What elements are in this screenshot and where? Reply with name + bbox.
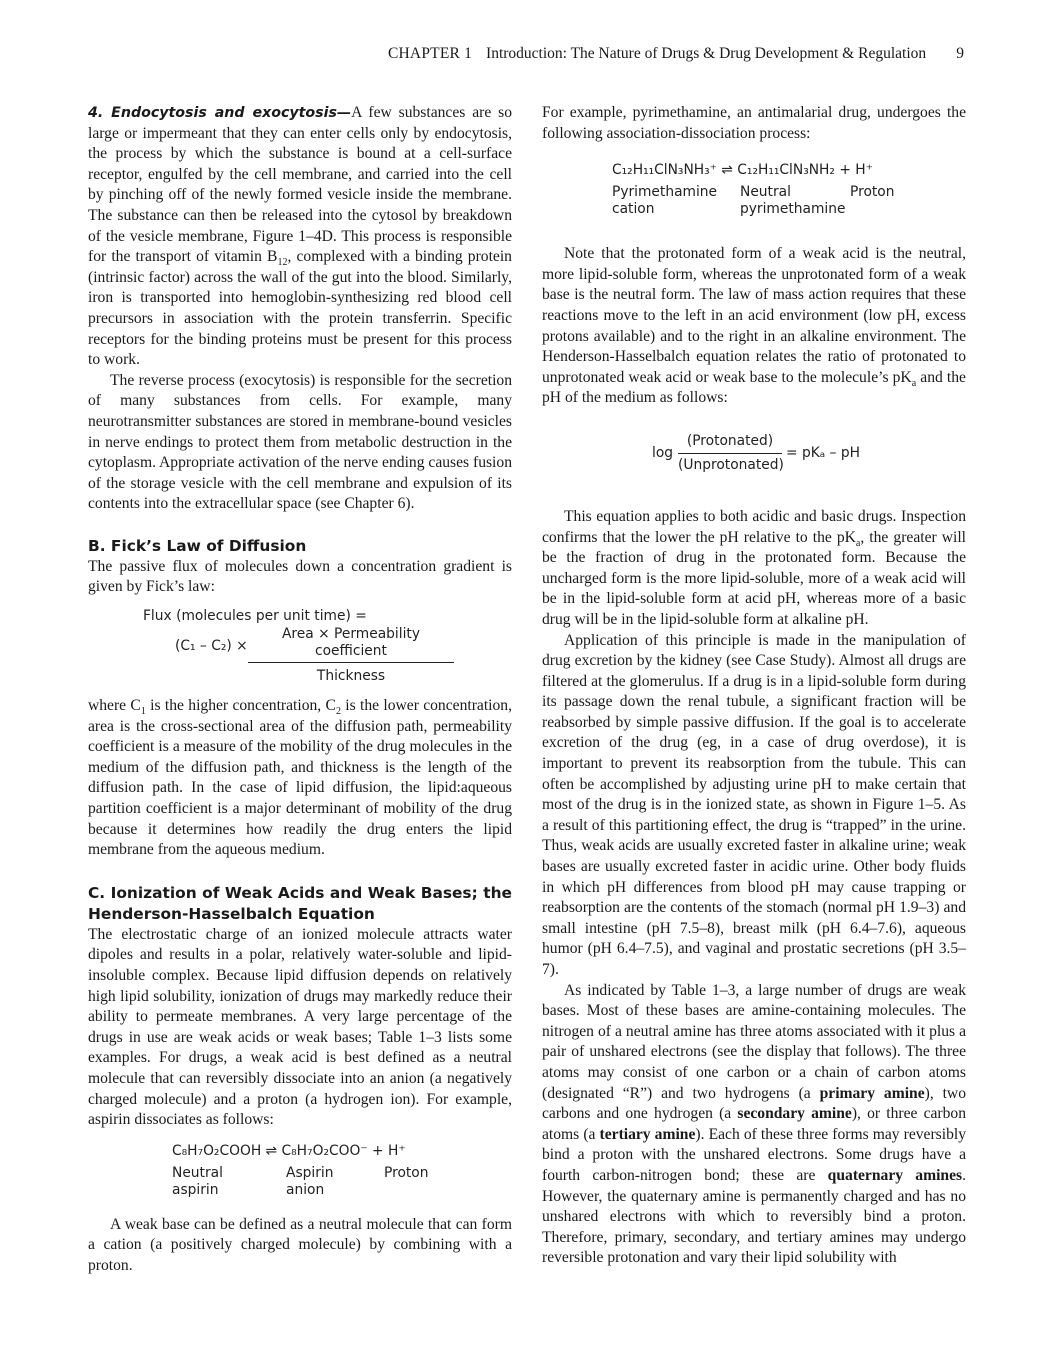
note-paragraph: Note that the protonated form of a weak acid is the neutral, more lipid-soluble form, whereas the unprotonated form of a weak base is the neutral form. The law of mass action requires that these reactions move to the left in an acid environment (low pH, excess protons available) and to the right in an alkaline environment. The Henderson-Hasselbalch equation relates the ratio of protonated to unprotonated weak acid or weak base to the molecule’s $pK_a$ and the pH of the medium as follows: bbox=[542, 245, 966, 407]
fick-heading: B. Fick’s Law of Diffusion bbox=[88, 536, 307, 555]
page-number: 9 bbox=[956, 45, 964, 62]
fick-eq-numerator: Area × Permeability coefficient bbox=[248, 626, 454, 663]
endocytosis-heading: 4. Endocytosis and exocytosis— bbox=[88, 105, 352, 121]
aspirin-equation bbox=[88, 1143, 512, 1201]
term-tertiary-amine: tertiary amine bbox=[599, 1125, 696, 1143]
exocytosis-paragraph: The reverse process (exocytosis) is responsible for the secretion of many substances from cells. For example, many neurotransmitter substances are stored in membrane-bound vesicles in nerve endings to protect them from metabolic destruction in the cytoplasm. Appropriate activation of the nerve ending causes fusion of the storage vesicle with the cell membrane and expulsion of its contents into the extracellular space (see Chapter 6). bbox=[88, 371, 512, 513]
term-secondary-amine: secondary amine bbox=[737, 1105, 852, 1123]
aspirin-label-neutral: Neutral aspirin bbox=[172, 1164, 223, 1198]
pyrimethamine-equation bbox=[542, 162, 966, 220]
weak-base-paragraph: A weak base can be defined as a neutral molecule that can form a cation (a positively charged molecule) by combining with a proton. bbox=[88, 1215, 512, 1274]
chapter-title: Introduction: The Nature of Drugs & Drug Development & Regulation bbox=[486, 45, 927, 62]
ionization-paragraph: The electrostatic charge of an ionized molecule attracts water dipoles and results in a polar, relatively water-soluble and lipid-insoluble complex. Because lipid diffusion depends on relatively high lipid solubility, ionization of drugs may markedly reduce their ability to permeate membranes. A very large percentage of the drugs in use are weak acids or weak bases; Table 1–3 lists some examples. For drugs, a weak acid is best defined as a neutral molecule that can reversibly dissociate into an anion (a negatively charged molecule) and a proton (a hydrogen ion). For example, aspirin dissociates as follows: bbox=[88, 925, 512, 1129]
left-column bbox=[88, 103, 512, 1277]
pyrimethamine-intro: For example, pyrimethamine, an antimalarial drug, undergoes the following association-dissociation process: bbox=[542, 104, 966, 142]
hh-numerator: (Protonated) bbox=[678, 433, 782, 454]
running-head bbox=[388, 45, 968, 67]
amine-paragraph: As indicated by Table 1–3, a large number of drugs are weak bases. Most of these bases are amine-containing molecules. The nitrogen of a neutral amine has three atoms associated with it plus a pair of unshared electrons (see the display that follows). The three atoms may consist of one carbon or a chain of carbon atoms (designated “R”) and two hydrogens (a primary amine), two carbons and one hydrogen (a secondary amine), or three carbon atoms (a tertiary amine). Each of these three forms may reversibly bind a proton with the unshared electrons. Some drugs have a fourth carbon-nitrogen bond; these are quaternary amines. However, the quaternary amine is permanently charged and has no unshared electrons with which to reversibly bind a proton. Therefore, primary, secondary, and tertiary amines may undergo reversible protonation and vary their lipid solubility with bbox=[542, 981, 966, 1267]
applies-paragraph: This equation applies to both acidic and basic drugs. Inspection confirms that the lower the pH relative to the $pK_a$, the greater will be the fraction of drug in the protonated form. Because the uncharged form is the more lipid-soluble, more of a weak acid will be in the lipid-soluble form at acid pH, whereas more of a basic drug will be in the lipid-soluble form at alkaline pH. bbox=[542, 507, 966, 628]
term-quaternary-amines: quaternary amines bbox=[827, 1166, 963, 1184]
right-column bbox=[542, 103, 966, 1269]
pyrimethamine-label-neutral: Neutral pyrimethamine bbox=[740, 184, 846, 218]
pyrimethamine-eq-formula: C₁₂H₁₁ClN₃NH₃⁺ ⇌ C₁₂H₁₁ClN₃NH₂ + H⁺ bbox=[612, 162, 873, 179]
fick-eq-line1: Flux (molecules per unit time) = bbox=[143, 608, 367, 625]
henderson-hasselbalch-equation bbox=[542, 433, 966, 481]
application-paragraph: Application of this principle is made in the manipulation of drug excretion by the kidney (see Case Study). Almost all drugs are filtered at the glomerulus. If a drug is in a lipid-soluble form during its passage down the renal tubule, a significant fraction will be reabsorbed by simple passive diffusion. If the goal is to accelerate excretion of the drug (eg, in a case of drug overdose), it is important to prevent its reabsorption from the tubule. This can often be accomplished by adjusting urine pH to make certain that most of the drug is in the ionized state, as shown in Figure 1–5. As a result of this partitioning effect, the drug is “trapped” in the urine. Thus, weak acids are usually excreted faster in alkaline urine; weak bases are usually excreted faster in acidic urine. Other body fluids in which pH differences from blood pH may cause trapping or reabsorption are the contents of the stomach (normal pH 1.9–3) and small intestine (pH 7.5–8), breast milk (pH 6.4–7.6), aqueous humor (pH 6.4–7.5), and vaginal and prostatic secretions (pH 3.5–7). bbox=[542, 631, 966, 978]
fick-equation bbox=[88, 606, 512, 684]
aspirin-label-anion: Aspirin anion bbox=[286, 1164, 334, 1198]
fick-intro: The passive flux of molecules down a concentration gradient is given by Fick’s law: bbox=[88, 557, 512, 596]
aspirin-eq-formula: C₈H₇O₂COOH ⇌ C₈H₇O₂COO⁻ + H⁺ bbox=[172, 1142, 406, 1159]
ionization-heading: C. Ionization of Weak Acids and Weak Bases; the Henderson-Hasselbalch Equation bbox=[88, 883, 512, 923]
hh-rhs: = pKₐ – pH bbox=[786, 444, 860, 461]
fick-eq-left: (C₁ – C₂) × bbox=[175, 638, 248, 655]
fick-eq-fraction bbox=[248, 626, 454, 685]
endocytosis-paragraph: 4. Endocytosis and exocytosis—A few substances are so large or impermeant that they can enter cells only by endocytosis, the process by which the substance is bound at a cell-surface receptor, engulfed by the cell membrane, and carried into the cell by pinching off of the newly formed vesicle inside the membrane. The substance can then be released into the cytosol by breakdown of the vesicle membrane, Figure 1–4D. This process is responsible for the transport of vitamin $B_{12}$, complexed with a binding protein (intrinsic factor) across the wall of the gut into the blood. Similarly, iron is transported into hemoglobin-synthesizing red blood cell precursors in association with the protein transferrin. Specific receptors for the binding proteins must be present for this process to work. bbox=[88, 104, 512, 369]
pyrimethamine-label-cation: Pyrimethamine cation bbox=[612, 184, 718, 218]
hh-fraction bbox=[678, 433, 782, 474]
chapter-label: CHAPTER 1 bbox=[388, 45, 473, 62]
fick-eq-denominator: Thickness bbox=[316, 668, 386, 685]
pyrimethamine-label-proton: Proton bbox=[850, 184, 895, 201]
aspirin-label-proton: Proton bbox=[384, 1164, 429, 1181]
hh-log: log bbox=[652, 444, 674, 461]
fick-explanation: where $C_1$ is the higher concentration, $C_2$ is the lower concentration, area is the cross-sectional area of the diffusion path, permeability coefficient is a measure of the mobility of the drug molecules in the medium of the diffusion path, and thickness is the length of the diffusion path. In the case of lipid diffusion, the lipid:aqueous partition coefficient is a major determinant of mobility of the drug because it determines how readily the drug enters the lipid membrane from the aqueous medium. bbox=[88, 697, 512, 859]
term-primary-amine: primary amine bbox=[819, 1084, 925, 1102]
hh-denominator: (Unprotonated) bbox=[678, 456, 784, 473]
